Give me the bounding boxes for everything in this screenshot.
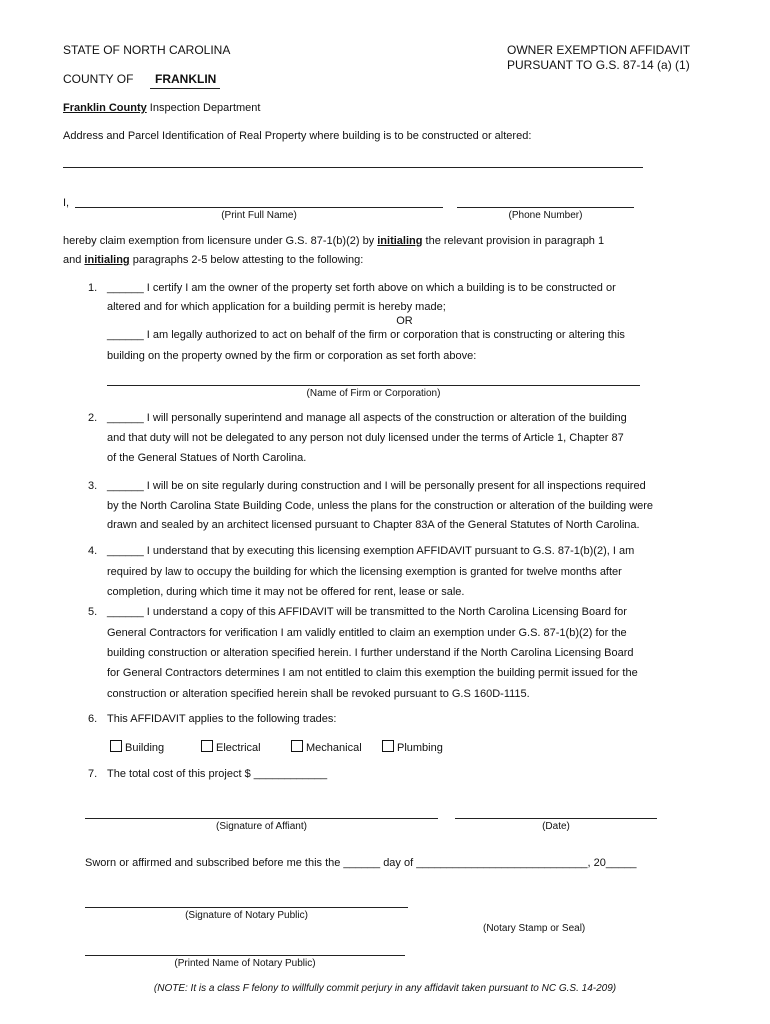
item-1-number: 1. bbox=[88, 282, 98, 294]
item-5-line-3: building construction or alteration specified herein. I further understand if the North Carolina Licensing Board bbox=[107, 647, 634, 659]
address-label: Address and Parcel Identification of Real Property where building is to be constructed or altered: bbox=[63, 130, 532, 142]
notary-signature-field[interactable] bbox=[85, 907, 408, 908]
checkbox-icon[interactable] bbox=[382, 740, 394, 752]
item-6-text: This AFFIDAVIT applies to the following trades: bbox=[107, 713, 337, 725]
item-5-line-4: for General Contractors determines I am not entitled to claim this exemption the building permit issued for the bbox=[107, 667, 638, 679]
affidavit-title: OWNER EXEMPTION AFFIDAVIT bbox=[507, 43, 691, 57]
item-6-number: 6. bbox=[88, 713, 98, 725]
checkbox-icon[interactable] bbox=[291, 740, 303, 752]
item-1-authorized-text-cont: building on the property owned by the firm or corporation as set forth above: bbox=[107, 350, 477, 362]
full-name-field[interactable] bbox=[75, 207, 443, 208]
item-1-authorized-text: ______ I am legally authorized to act on behalf of the firm or corporation that is constructing or altering this bbox=[107, 329, 625, 341]
item-5-line-2: General Contractors for verification I am validly entitled to claim an exemption under G.S. 87-1(b)(2) for the bbox=[107, 627, 627, 639]
department-county: Franklin County bbox=[63, 102, 147, 114]
checkbox-icon[interactable] bbox=[201, 740, 213, 752]
item-1-or: OR bbox=[396, 315, 413, 327]
address-field[interactable] bbox=[63, 167, 643, 168]
trade-building[interactable]: Building bbox=[110, 740, 164, 754]
intro-line-1: hereby claim exemption from licensure under G.S. 87-1(b)(2) by initialing the relevant provision in paragraph 1 bbox=[63, 235, 605, 247]
notary-printed-name-field[interactable] bbox=[85, 955, 405, 956]
notary-printed-name-caption: (Printed Name of Notary Public) bbox=[174, 958, 316, 969]
item-2-number: 2. bbox=[88, 412, 98, 424]
sworn-statement[interactable]: Sworn or affirmed and subscribed before me this the ______ day of ____________________________, 20_____ bbox=[85, 857, 637, 869]
department-name: Inspection Department bbox=[149, 102, 261, 114]
perjury-note: (NOTE: It is a class F felony to willfully commit perjury in any affidavit taken pursuant to NC G.S. 14-209) bbox=[153, 983, 617, 994]
phone-field[interactable] bbox=[457, 207, 634, 208]
state-heading: STATE OF NORTH CAROLINA bbox=[63, 43, 231, 57]
item-5-line-1: ______ I understand a copy of this AFFIDAVIT will be transmitted to the North Carolina Licensing Board for bbox=[107, 606, 627, 618]
name-prefix: I, bbox=[63, 197, 70, 209]
item-2-line-2: and that duty will not be delegated to any person not duly licensed under the terms of Article 1, Chapter 87 bbox=[107, 432, 624, 444]
affiant-signature-caption: (Signature of Affiant) bbox=[216, 821, 307, 832]
item-3-line-1: ______ I will be on site regularly during construction and I will be personally present for all inspections required bbox=[107, 480, 646, 492]
item-1-owner-text: ______ I certify I am the owner of the property set forth above on which a building is to be constructed or bbox=[107, 282, 616, 294]
item-4-line-1: ______ I understand that by executing this licensing exemption AFFIDAVIT pursuant to G.S. 87-1(b)(2), I am bbox=[107, 545, 635, 557]
item-2-line-1: ______ I will personally superintend and manage all aspects of the construction or alteration of the building bbox=[107, 412, 627, 424]
county-label: COUNTY OF bbox=[63, 72, 134, 86]
item-1-owner-text-cont: altered and for which application for a building permit is hereby made; bbox=[107, 301, 446, 313]
county-name: FRANKLIN bbox=[155, 72, 217, 86]
full-name-caption: (Print Full Name) bbox=[221, 210, 297, 221]
affidavit-statute: PURSUANT TO G.S. 87-14 (a) (1) bbox=[507, 58, 690, 72]
item-4-line-2: required by law to occupy the building for which the licensing exemption is granted for twelve months after bbox=[107, 566, 622, 578]
item-4-number: 4. bbox=[88, 545, 98, 557]
intro-line-2: and initialing paragraphs 2-5 below attesting to the following: bbox=[63, 254, 364, 266]
item-5-line-5: construction or alteration specified herein shall be revoked pursuant to G.S 160D-1115. bbox=[107, 688, 530, 700]
trade-electrical[interactable]: Electrical bbox=[201, 740, 261, 754]
firm-name-field[interactable] bbox=[107, 385, 640, 386]
notary-signature-caption: (Signature of Notary Public) bbox=[185, 910, 308, 921]
checkbox-icon[interactable] bbox=[110, 740, 122, 752]
item-3-number: 3. bbox=[88, 480, 98, 492]
initialing-emphasis: initialing bbox=[84, 254, 130, 266]
item-2-line-3: of the General Statues of North Carolina. bbox=[107, 452, 307, 464]
trade-mechanical[interactable]: Mechanical bbox=[291, 740, 362, 754]
initialing-emphasis: initialing bbox=[377, 235, 423, 247]
phone-caption: (Phone Number) bbox=[508, 210, 583, 221]
item-5-number: 5. bbox=[88, 606, 98, 618]
trade-plumbing[interactable]: Plumbing bbox=[382, 740, 443, 754]
department-line bbox=[63, 102, 260, 114]
date-caption: (Date) bbox=[542, 821, 570, 832]
firm-name-caption: (Name of Firm or Corporation) bbox=[306, 388, 441, 399]
notary-stamp-caption: (Notary Stamp or Seal) bbox=[483, 923, 586, 934]
item-7-number: 7. bbox=[88, 768, 98, 780]
item-3-line-3: drawn and sealed by an architect licensed pursuant to Chapter 83A of the General Statutes of North Carolina. bbox=[107, 519, 640, 531]
project-cost-field[interactable]: The total cost of this project $ ____________ bbox=[107, 768, 328, 780]
item-4-line-3: completion, during which time it may not be offered for rent, lease or sale. bbox=[107, 586, 465, 598]
county-underline bbox=[150, 88, 220, 89]
affiant-signature-field[interactable] bbox=[85, 818, 438, 819]
date-field[interactable] bbox=[455, 818, 657, 819]
item-3-line-2: by the North Carolina State Building Code, unless the plans for the construction or alteration of the building were bbox=[107, 500, 654, 512]
